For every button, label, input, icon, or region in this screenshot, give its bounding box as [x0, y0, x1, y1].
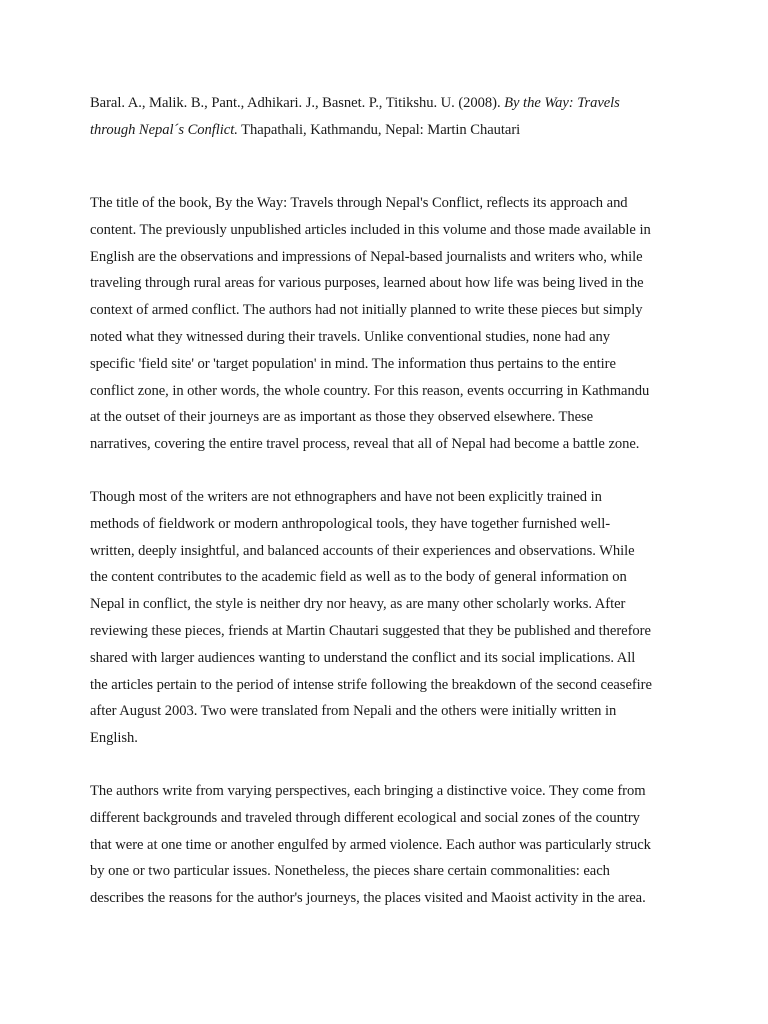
paragraph-line: content. The previously unpublished articles included in this volume and those made available in	[90, 221, 651, 238]
paragraph-line: the content contributes to the academic field as well as to the body of general information on	[90, 569, 627, 586]
citation-line-2	[90, 117, 678, 144]
paragraph-line: the articles pertain to the period of intense strife following the breakdown of the second ceasefire	[90, 676, 652, 693]
paragraph-line: shared with larger audiences wanting to understand the conflict and its social implications. All	[90, 649, 636, 666]
paragraph-line: different backgrounds and traveled through different ecological and social zones of the country	[90, 809, 640, 826]
paragraph-line: narratives, covering the entire travel process, reveal that all of Nepal had become a battle zone.	[90, 436, 640, 453]
paragraph-line: English.	[90, 730, 138, 747]
paragraph-line: conflict zone, in other words, the whole country. For this reason, events occurring in Kathmandu	[90, 382, 650, 399]
paragraph-line: written, deeply insightful, and balanced accounts of their experiences and observations. While	[90, 542, 635, 559]
paragraph-line: reviewing these pieces, friends at Martin Chautari suggested that they be published and therefore	[90, 622, 651, 639]
citation-line-1	[90, 90, 678, 117]
paragraph-line: specific 'field site' or 'target population' in mind. The information thus pertains to the entire	[90, 355, 616, 372]
paragraph-line: Though most of the writers are not ethnographers and have not been explicitly trained in	[90, 489, 602, 505]
paragraph-line: methods of fieldwork or modern anthropological tools, they have together furnished well-	[90, 515, 611, 532]
citation-publisher: Thapathali, Kathmandu, Nepal: Martin Chautari	[237, 121, 521, 138]
paragraph-line: The authors write from varying perspectives, each bringing a distinctive voice. They come from	[90, 783, 646, 799]
paragraph-line: traveling through rural areas for various purposes, learned about how life was being lived in the	[90, 275, 644, 292]
paragraph-line: context of armed conflict. The authors had not initially planned to write these pieces but simply	[90, 302, 643, 319]
paragraph-line: after August 2003. Two were translated from Nepali and the others were initially written in	[90, 703, 617, 720]
citation	[90, 90, 678, 144]
citation-authors-year: Baral. A., Malik. B., Pant., Adhikari. J., Basnet. P., Titikshu. U. (2008).	[90, 95, 505, 111]
citation-title-part-1: By the Way: Travels	[504, 95, 620, 111]
paragraph-1	[90, 190, 678, 458]
paragraph-2	[90, 484, 678, 752]
paragraph-line: describes the reasons for the author's journeys, the places visited and Maoist activity in the area.	[90, 890, 646, 907]
paragraph-line: by one or two particular issues. Nonetheless, the pieces share certain commonalities: each	[90, 863, 610, 880]
paragraph-line: at the outset of their journeys are as important as those they observed elsewhere. These	[90, 409, 594, 426]
paragraph-3	[90, 778, 678, 912]
paragraph-line: English are the observations and impressions of Nepal-based journalists and writers who, while	[90, 248, 643, 265]
paragraph-line: that were at one time or another engulfed by armed violence. Each author was particularly struck	[90, 836, 651, 853]
paragraph-line: noted what they witnessed during their travels. Unlike conventional studies, none had any	[90, 328, 610, 345]
paragraph-line: Nepal in conflict, the style is neither dry nor heavy, as are many other scholarly works. After	[90, 596, 626, 613]
citation-title-part-2: through Nepal´s Conflict.	[90, 121, 238, 138]
paragraph-line: The title of the book, By the Way: Travels through Nepal's Conflict, reflects its approach and	[90, 195, 628, 211]
